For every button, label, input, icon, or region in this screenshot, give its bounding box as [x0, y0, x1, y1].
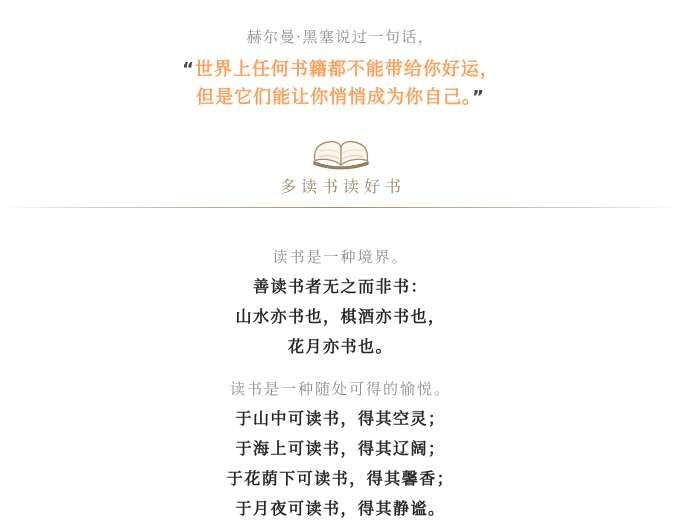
paragraph-2-line: 于月夜可读书，得其静谧。 [235, 499, 446, 518]
section-divider [0, 207, 681, 208]
article-body [10, 0, 671, 524]
open-book-icon [310, 139, 372, 170]
paragraph-2-line: 于海上可读书，得其辽阔； [235, 439, 446, 458]
quote-line-1 [10, 56, 671, 84]
paragraph-1-line: 花月亦书也。 [287, 337, 393, 356]
paragraph-2-line: 于山中可读书，得其空灵； [235, 409, 446, 428]
close-quote-mark: ” [472, 87, 485, 108]
section-title: 多读书读好书 [279, 177, 406, 196]
quote-line-2 [10, 84, 671, 112]
paragraph-1-lead: 读书是一种境界。 [272, 248, 409, 266]
open-quote-mark: “ [182, 59, 195, 80]
paragraph-1 [10, 242, 671, 362]
quote-text-line-2: 但是它们能让你悄悄成为你自己。 [196, 87, 473, 108]
paragraph-1-line: 善读书者无之而非书： [252, 277, 428, 296]
paragraph-1-line: 山水亦书也，棋酒亦书也， [235, 307, 446, 326]
quote-text-line-1: 世界上任何书籍都不能带给你好运， [194, 59, 499, 80]
paragraph-2-line: 于花荫下可读书，得其馨香； [226, 469, 455, 488]
section-icon-row [10, 139, 671, 171]
paragraph-2 [10, 374, 671, 524]
paragraph-2-lead: 读书是一种随处可得的愉悦。 [229, 380, 451, 398]
intro-line: 赫尔曼·黑塞说过一句话， [246, 28, 435, 46]
quote-block [10, 56, 671, 112]
